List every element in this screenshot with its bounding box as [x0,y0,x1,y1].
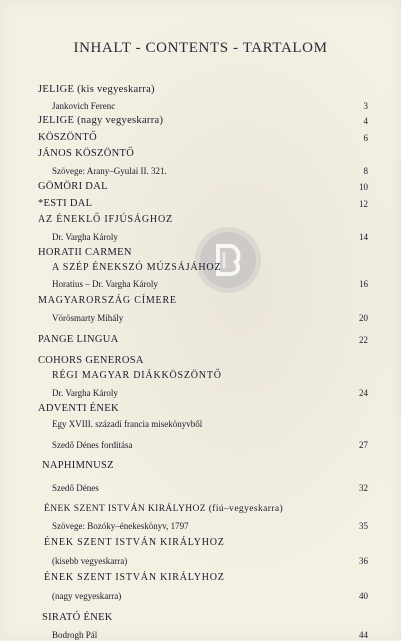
toc-author: Dr. Vargha Károly [52,231,118,244]
toc-entry [38,555,368,568]
toc-entry [38,165,368,178]
toc-page-number: 16 [359,278,368,291]
toc-entry [38,439,368,452]
toc-title: ADVENTI ÉNEK [38,403,119,416]
toc-entry [38,262,368,275]
toc-title: SIRATÓ ÉNEK [42,612,113,625]
toc-title: JELIGE (nagy vegyeskarra) [38,115,163,128]
toc-title: NAPHIMNUSZ [42,460,114,473]
toc-title: *ESTI DAL [38,198,92,211]
toc-entry [38,460,368,473]
toc-page-number: 32 [359,482,368,495]
toc-entry [38,590,368,603]
table-of-contents [38,80,368,641]
toc-entry [38,278,368,291]
toc-page-number: 6 [364,132,369,145]
toc-page-number: 35 [359,520,368,533]
toc-author: Horatius – Dr. Vargha Károly [52,278,158,291]
toc-author: (nagy vegyeskarra) [52,590,121,603]
toc-title: JELIGE (kis vegyeskarra) [38,84,155,97]
toc-entry [38,247,368,260]
toc-title: AZ ÉNEKLŐ IFJÚSÁGHOZ [38,214,173,227]
toc-page-number: 8 [364,165,369,178]
toc-title: JÁNOS KÖSZÖNTŐ [38,148,134,161]
toc-author: Jankovich Ferenc [52,100,115,113]
toc-page-number: 10 [359,181,368,194]
toc-entry [38,370,368,383]
toc-author: Egy XVIII. századi francia misekönyvből [52,418,202,431]
toc-entry [38,482,368,495]
toc-entry [38,334,368,347]
toc-page-number: 3 [364,100,369,113]
toc-entry [38,214,368,227]
toc-page-number: 44 [359,629,368,641]
toc-author: (kisebb vegyeskarra) [52,555,127,568]
page-title: INHALT - CONTENTS - TARTALOM [0,40,401,57]
toc-entry [38,537,368,550]
toc-author: Szövege: Bozóky–énekeskönyv, 1797 [52,520,189,533]
toc-entry [38,572,368,585]
toc-entry [38,387,368,400]
toc-title: HORATII CARMEN [38,247,132,260]
toc-author: Bodrogh Pál [52,629,97,641]
toc-page-number: 36 [359,555,368,568]
toc-page-number: 4 [364,115,369,128]
toc-title: GÖMÖRI DAL [38,181,108,194]
toc-entry [38,629,368,641]
toc-page-number: 20 [359,312,368,325]
toc-author: Vörösmarty Mihály [52,312,123,325]
toc-title: MAGYARORSZÁG CÍMERE [38,295,177,308]
toc-entry [38,520,368,533]
toc-page-number: 12 [359,198,368,211]
toc-title: RÉGI MAGYAR DIÁKKÖSZÖNTŐ [52,370,222,383]
toc-entry [38,100,368,113]
toc-page-number: 27 [359,439,368,452]
toc-entry [38,612,368,625]
toc-entry [38,132,368,145]
toc-entry [38,312,368,325]
toc-page-number: 14 [359,231,368,244]
toc-page-number: 22 [359,334,368,347]
toc-entry [38,115,368,128]
toc-title: ÉNEK SZENT ISTVÁN KIRÁLYHOZ [44,537,225,550]
toc-page-number: 24 [359,387,368,400]
toc-entry [38,231,368,244]
toc-author: Dr. Vargha Károly [52,387,118,400]
toc-author: Szedő Dénes fordítása [52,439,132,452]
toc-entry [38,355,368,368]
toc-author: Szövege: Arany–Gyulai II. 321. [52,165,167,178]
toc-title: KÖSZÖNTŐ [38,132,97,145]
toc-title: COHORS GENEROSA [38,355,144,368]
toc-entry [38,503,368,516]
toc-entry [38,84,368,97]
toc-entry [38,148,368,161]
toc-entry [38,295,368,308]
toc-title: ÉNEK SZENT ISTVÁN KIRÁLYHOZ [44,572,225,585]
toc-title: A SZÉP ÉNEKSZÓ MÚZSÁJÁHOZ [52,262,221,275]
toc-entry [38,403,368,416]
toc-entry [38,198,368,211]
toc-title: PANGE LINGUA [38,334,119,347]
toc-author: Szedő Dénes [52,482,99,495]
toc-page-number: 40 [359,590,368,603]
toc-entry [38,418,368,431]
toc-entry [38,181,368,194]
toc-title: ÉNEK SZENT ISTVÁN KIRÁLYHOZ (fiú–vegyeskarra) [44,503,283,516]
